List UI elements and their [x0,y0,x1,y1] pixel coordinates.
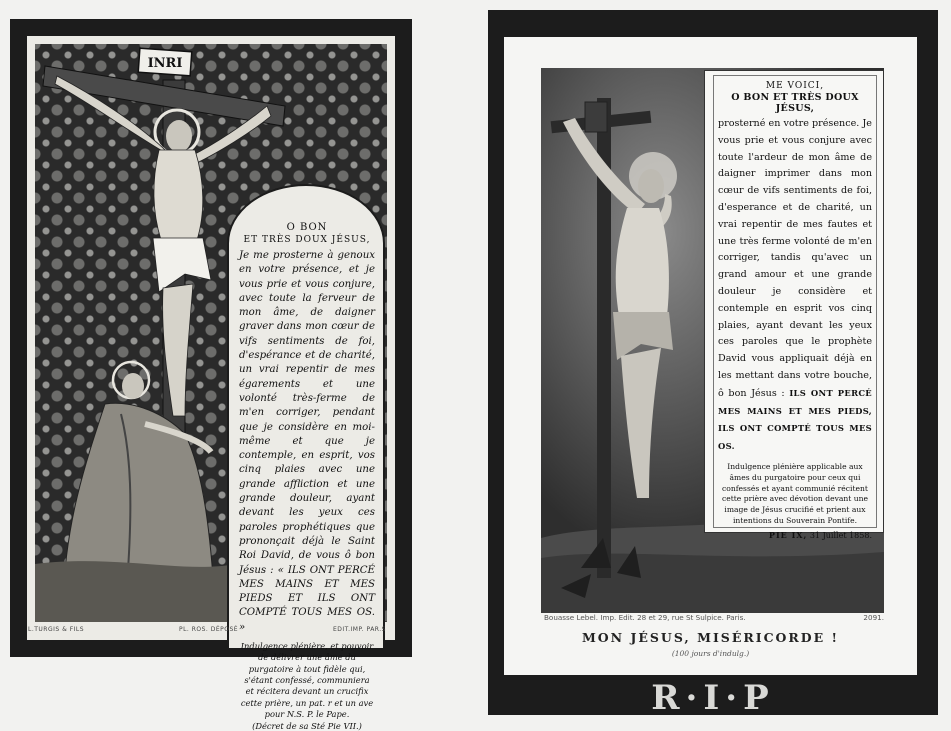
right-prayer-body: prosterné en votre présence. Je vous prie et vous conjure avec toute l'ardeur de mon âme de daigner imprimer dans mon cœur de vifs sentiments de foi, d'esperance et de charité, un vrai repentir de mes fautes et une très ferme volonté de m'en corriger, tandis qu'avec un grand amour et une grande douleur je considère et contemple en esprit vos cinq plaies, ayant devant les yeux ces paroles que le prophète David vous appliquait déjà en les mettant dans votre bouche, ô bon Jésus : [718,118,872,399]
inri-plaque: INRI [147,56,183,71]
left-prayer-text: Je me prosterne à genoux en votre présence, et je vous prie et vous conjure, avec toute la ferveur de mon âme, de daigner graver dans mon cœur de vifs sentiments de foi, d'espérance et de charité, un vrai repentir de mes égarements et une volonté très-ferme de m'en corriger, pendant que je considère en moi-même et que je contemple, en esprit, vos cinq plaies avec une grande affliction et une grande douleur, ayant devant les yeux ces paroles prophétiques que prononçait déjà le Saint Roi David, de vous ô bon Jésus : « ILS ONT PERCÉ MES MAINS ET MES PIEDS ET ILS ONT COMPTÉ TOUS MES OS. » [239,250,375,633]
rip-inscription: R·I·P [651,678,775,718]
left-card-paper [27,36,395,731]
right-publisher: Bouasse Lebel. Imp. Edit. 28 et 29, rue St Sulpice. Paris. [544,613,746,622]
left-card-footer [28,626,386,633]
invocation-indulgence: (100 jours d'indulg.) [671,649,750,658]
right-prayer-text [718,116,872,456]
left-memorial-card [10,19,412,731]
right-pope-signature [718,530,872,540]
right-pope-name: PIE IX, [768,529,808,540]
right-decree-date: 31 Juillet 1858. [809,530,872,540]
right-prayer-title-line1: ME VOICI, [765,81,825,91]
right-prayer-panel [704,70,884,540]
left-prayer-title-line2: ET TRÈS DOUX JÉSUS, [243,235,371,245]
left-prayer-title-line1: O BON [286,222,328,233]
left-footer-printer: L.TURGIS & FILS [28,626,85,633]
left-decree-text: (Décret de sa Sté Pie VII.) [252,721,362,731]
left-indulgence-text: Indulgence plénière, et pouvoir de délivrer une âme du purgatoire à tout fidèle qui, s'étant confessé, communiera et récitera devant un crucifix cette prière, un pat. r et un ave pour N.S. P. le Pape. [240,641,374,719]
right-memorial-card [488,10,938,718]
left-footer-deposit: PL. ROS. DÉPOSÉ [178,626,239,633]
left-prayer-panel [227,184,385,731]
right-prayer-title-line2: O BON ET TRÈS DOUX JÉSUS, [731,92,859,114]
left-footer-edition: EDIT.IMP. PAR.S [332,626,386,633]
right-prayer-scripture: ILS ONT PERCÉ MES MAINS ET MES PIEDS, ILS ONT COMPTÉ TOUS MES OS. [718,387,872,452]
invocation-heading: MON JÉSUS, MISÉRICORDE ! [581,630,840,645]
right-publisher-line [544,613,884,622]
right-plate-number: 2091. [863,613,884,622]
right-indulgence-text: Indulgence plénière applicable aux âmes du purgatoire pour ceux qui confessés et ayant communié récitent cette prière avec dévotion devant une image de Jésus crucifié et prient aux intentions du Souverain Pontife. [721,461,869,525]
